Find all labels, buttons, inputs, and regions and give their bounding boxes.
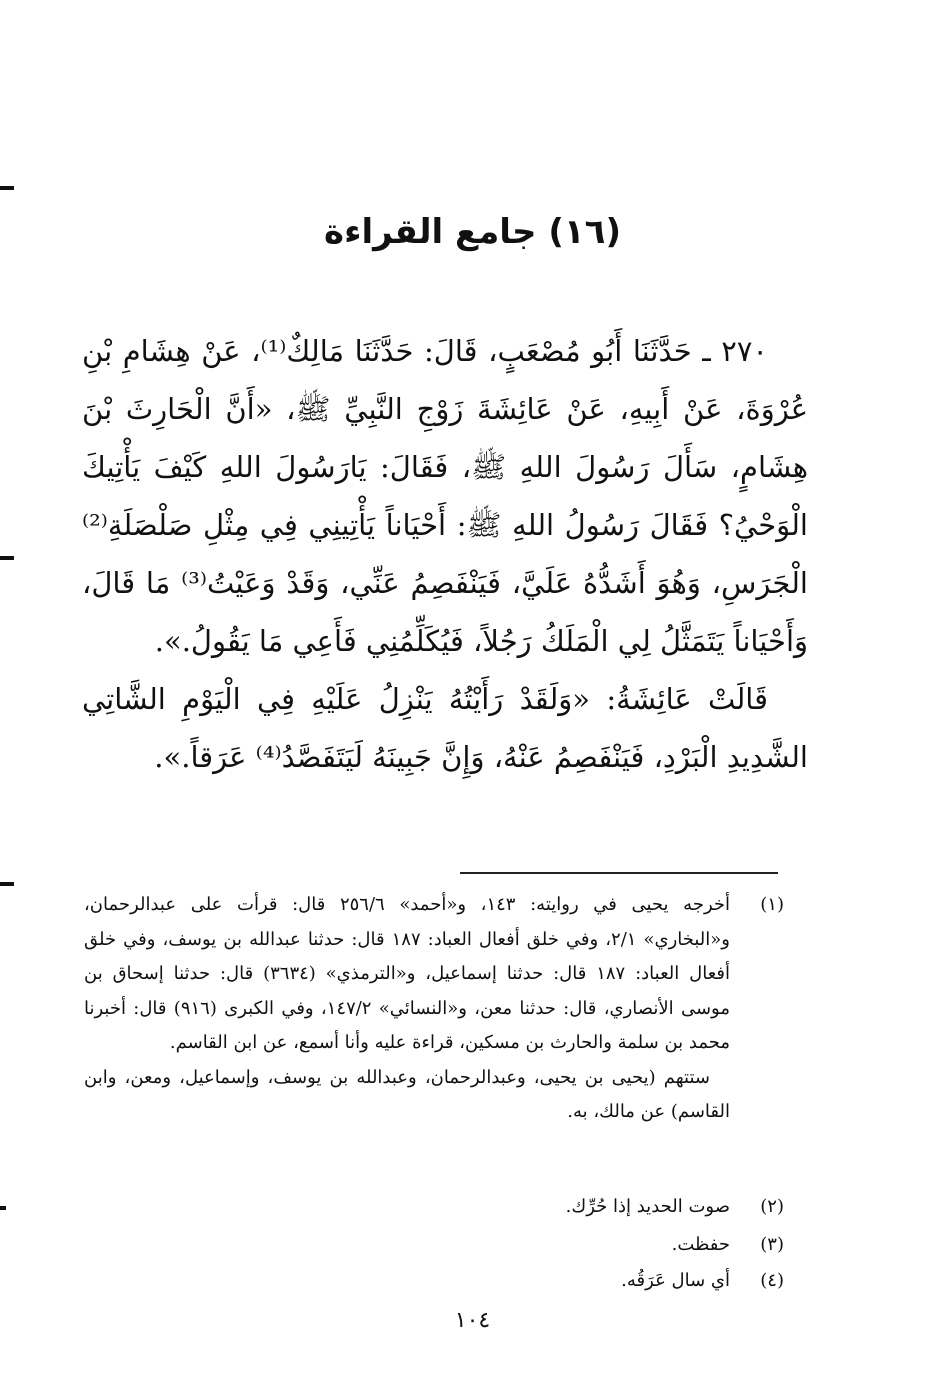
footnote-continuation: ستتهم (يحيى بن يحيى، وعبدالرحمان، وعبدالله بن يوسف، وإسماعيل، ومعن، وابن القاسم) عن مالك، به. xyxy=(84,1066,730,1122)
page-number: ١٠٤ xyxy=(454,1308,491,1333)
footnote-text: حفظت. xyxy=(671,1234,730,1255)
footnote-1 xyxy=(84,888,784,1130)
hadith-paragraph-2: قَالَتْ عَائِشَةُ: «وَلَقَدْ رَأَيْتُهُ يَنْزِلُ عَلَيْهِ فِي الْيَوْمِ الشَّاتِي الشَّدِيدِ الْبَرْدِ، فَيَنْفَصِمُ عَنْهُ، وَإِنَّ جَبِينَهُ لَيَتَفَصَّدُ⁽⁴⁾ عَرَقاً.». xyxy=(82,682,808,774)
hadith-paragraph-1: ٢٧٠ ـ حَدَّثَنَا أَبُو مُصْعَبٍ، قَالَ: حَدَّثَنَا مَالِكٌ⁽¹⁾، عَنْ هِشَامِ بْنِ عُرْوَةَ، عَنْ أَبِيهِ، عَنْ عَائِشَةَ زَوْجِ النَّبِيِّ ﷺ، «أَنَّ الْحَارِثَ بْنَ هِشَامٍ، سَأَلَ رَسُولَ اللهِ ﷺ، فَقَالَ: يَارَسُولَ اللهِ كَيْفَ يَأْتِيكَ الْوَحْيُ؟ فَقَالَ رَسُولُ اللهِ ﷺ: أَحْيَاناً يَأْتِينِي فِي مِثْلِ صَلْصَلَةِ⁽²⁾ الْجَرَسِ، وَهُوَ أَشَدُّهُ عَلَيَّ، فَيَنْفَصِمُ عَنِّي، وَقَدْ وَعَيْتُ⁽³⁾ مَا قَالَ، وَأَحْيَاناً يَتَمَثَّلُ لِي الْمَلَكُ رَجُلاً، فَيُكَلِّمُنِي فَأَعِي مَا يَقُولُ.». xyxy=(82,334,808,658)
footnote-text: أخرجه يحيى في روايته: ١٤٣، و«أحمد» ٢٥٦/٦ قال: قرأت على عبدالرحمان، و«البخاري» ٢/١، وفي خلق أفعال العباد: ١٨٧ قال: حدثنا عبدالله بن يوسف، وفي خلق أفعال العباد: ١٨٧ قال: حدثنا إسماعيل، و«الترمذي» (٣٦٣٤) قال: حدثنا إسحاق بن موسى الأنصاري، قال: حدثنا معن، و«النسائي» ١٤٧/٢، وفي الكبرى (٩١٦) قال: أخبرنا محمد بن سلمة والحارث بن مسكين، قراءة عليه وأنا أسمع، عن ابن القاسم. xyxy=(84,894,731,1053)
footnote-number: (١) xyxy=(760,894,784,915)
footnote-number: (٤) xyxy=(760,1270,784,1291)
footnote-2 xyxy=(84,1190,784,1225)
footnote-number: (٢) xyxy=(760,1196,784,1217)
footnote-text: صوت الحديد إذا حُرِّك. xyxy=(565,1196,730,1217)
footnote-divider xyxy=(460,872,778,874)
scan-edge-mark xyxy=(0,1206,6,1210)
footnote-3 xyxy=(84,1228,784,1263)
scan-edge-mark xyxy=(0,882,14,886)
footnote-4 xyxy=(84,1264,784,1299)
footnote-number: (٣) xyxy=(760,1234,784,1255)
footnote-text: أي سال عَرَقُه. xyxy=(621,1270,730,1291)
hadith-text xyxy=(82,322,808,786)
chapter-title: (١٦) جامع القراءة xyxy=(324,212,621,252)
scan-edge-mark xyxy=(0,186,14,190)
scan-edge-mark xyxy=(0,556,14,560)
